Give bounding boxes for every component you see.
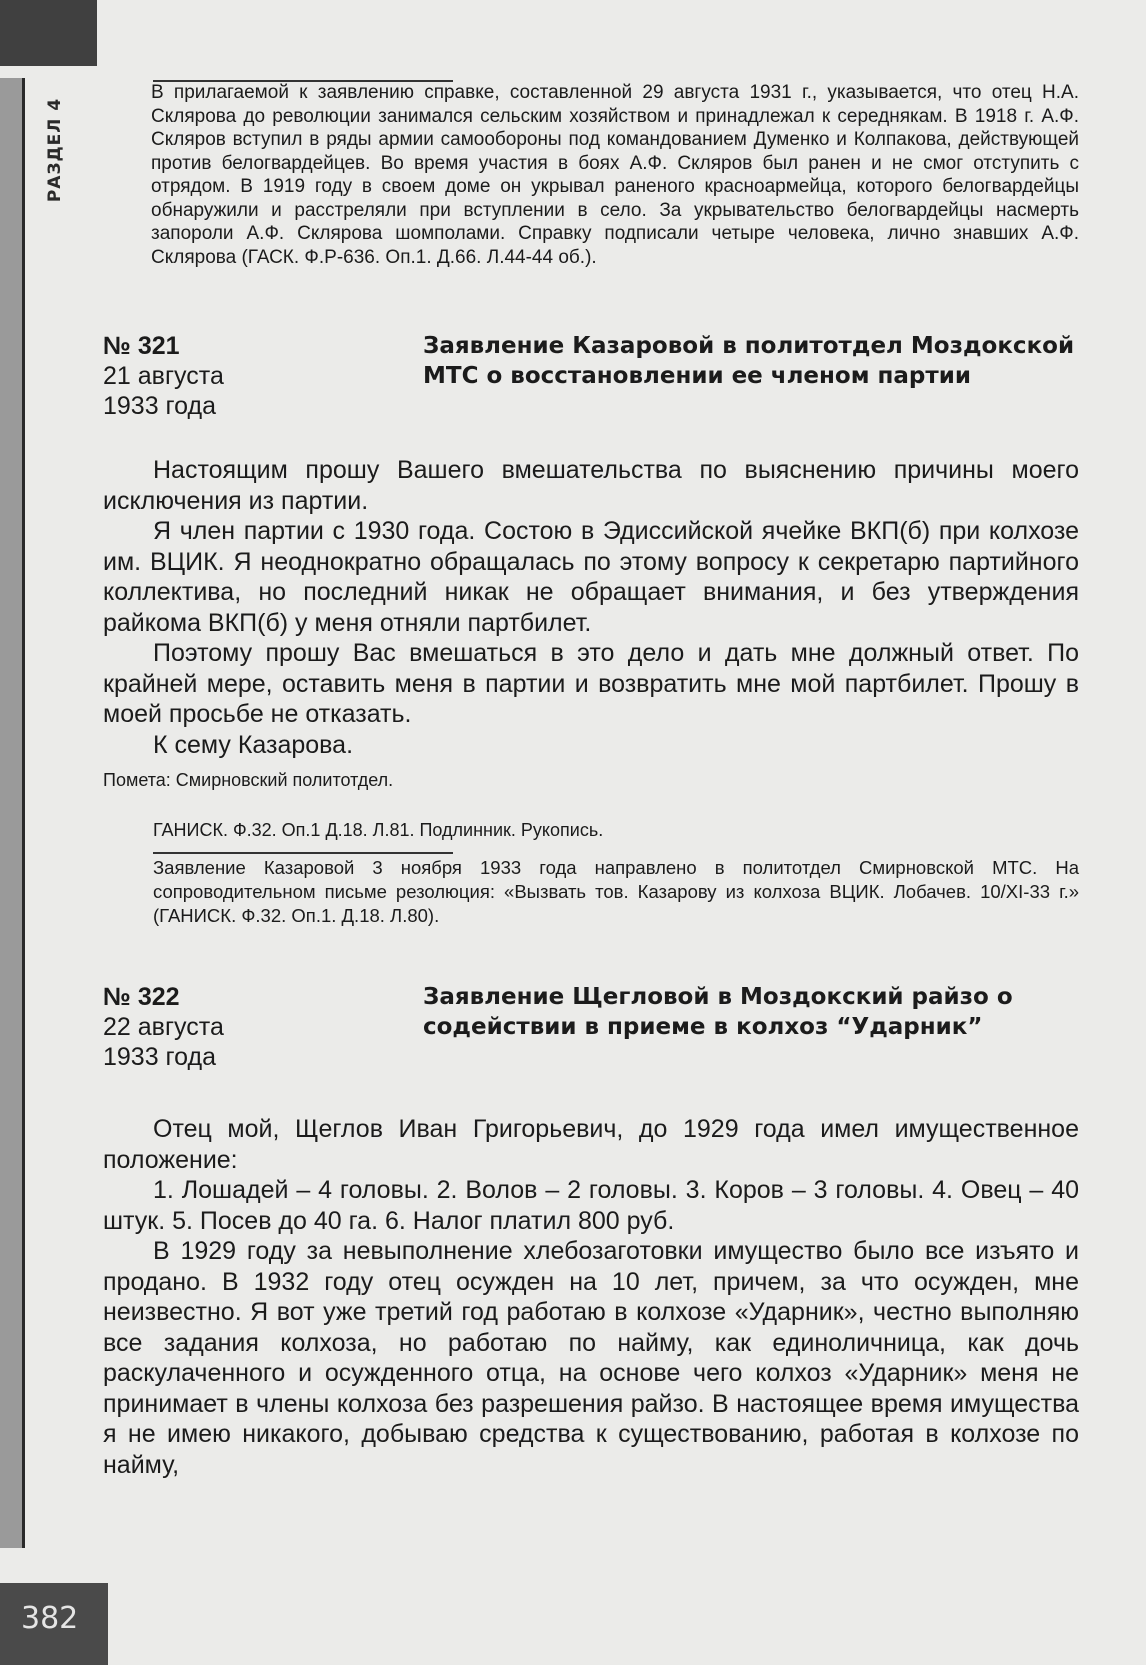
page-number: 382	[21, 1601, 79, 1636]
doc-321-title: Заявление Казаровой в политотдел Моздокской МТС о восстановлении ее членом партии	[423, 333, 1075, 389]
doc-322-title: Заявление Щегловой в Моздокский райзо о содействии в приеме в колхоз “Ударник”	[423, 984, 1013, 1040]
doc-322-date-day: 22 августа	[103, 1013, 224, 1041]
doc-322-paragraph: 1. Лошадей – 4 головы. 2. Волов – 2 головы. 3. Коров – 3 головы. 4. Овец – 40 штук. 5. Посев до 40 га. 6. Налог платил 800 руб.	[103, 1176, 1079, 1235]
doc-321-number: № 321	[103, 332, 180, 360]
doc-321-date-day: 21 августа	[103, 362, 224, 390]
doc-322-meta	[103, 982, 423, 1072]
doc-321-paragraph: К сему Казарова.	[153, 730, 354, 759]
doc-321-note: Заявление Казаровой 3 ноября 1933 года направлено в политотдел Смирновской МТС. На сопроводительном письме резолюция: «Вызвать тов. Казарову из колхоза ВЦИК. Лобачев. 10/XI-33 г.» (ГАНИСК. Ф.32. Оп.1. Д.18. Л.80).	[153, 857, 1079, 926]
section-label-text: РАЗДЕЛ 4	[45, 97, 66, 203]
section-label	[38, 80, 72, 220]
doc-321-header	[103, 331, 1079, 421]
doc-322-body	[103, 1114, 1079, 1480]
doc-322-header	[103, 982, 1079, 1072]
doc-321-remark: Помета: Смирновский политотдел.	[103, 770, 394, 790]
side-band	[0, 78, 22, 1548]
doc-321-paragraph: Настоящим прошу Вашего вмешательства по выяснению причины моего исключения из партии.	[103, 456, 1079, 515]
doc-322-number: № 322	[103, 983, 180, 1011]
doc-321-meta	[103, 331, 423, 421]
doc-321-date-year: 1933 года	[103, 392, 216, 420]
doc-322-date-year: 1933 года	[103, 1043, 216, 1071]
doc-322-paragraph: Отец мой, Щеглов Иван Григорьевич, до 1929 года имел имущественное положение:	[103, 1115, 1079, 1174]
footnote-rule	[153, 80, 453, 82]
page-content	[103, 78, 1079, 1480]
doc-321-paragraph: Поэтому прошу Вас вмешаться в это дело и дать мне должный ответ. По крайней мере, оставить меня в партии и возвратить мне мой партбилет. Прошу в моей просьбе не отказать.	[103, 639, 1079, 728]
archival-note-1: В прилагаемой к заявлению справке, составленной 29 августа 1931 г., указывается, что отец Н.А. Склярова до революции занимался сельским хозяйством и принадлежал к середнякам. В 1918 г. А.Ф. Скляров вступил в ряды армии самообороны под командованием Думенко и Колпакова, действующей против белогвардейцев. Во время участия в боях А.Ф. Скляров был ранен и не смог отступить с отрядом. В 1919 году в своем доме он укрывал раненого красноармейца, которого белогвардейцы обнаружили и расстреляли при вступлении в село. За укрывательство белогвардейцы насмерть запороли А.Ф. Склярова шомполами. Справку подписали четыре человека, лично знавших А.Ф. Склярова (ГАСК. Ф.Р-636. Оп.1. Д.66. Л.44-44 об.).	[151, 82, 1079, 268]
side-rule	[22, 78, 25, 1548]
doc-321-body	[103, 455, 1079, 760]
doc-322-paragraph: В 1929 году за невыполнение хлебозаготовки имущество было все изъято и продано. В 1932 году отец осужден на 10 лет, причем, за что осужден, мне неизвестно. Я вот уже третий год работаю в колхозе «Ударник», честно выполняю все задания колхоза, но работаю по найму, как единоличница, как дочь раскулаченного и осужденного отца, на основе чего колхоз «Ударник» меня не принимает в члены колхоза без разрешения райзо. В настоящее время имущества я не имею никакого, добываю средства к существованию, работая в колхозе по найму,	[103, 1237, 1079, 1479]
doc-321-archive-reference: ГАНИСК. Ф.32. Оп.1 Д.18. Л.81. Подлинник. Рукопись.	[153, 820, 604, 840]
doc-321-paragraph: Я член партии с 1930 года. Состою в Эдиссийской ячейке ВКП(б) при колхозе им. ВЦИК. Я неоднократно обращалась по этому вопросу к секретарю партийного коллектива, но последний никак не обращает внимания, и без утверждения райкома ВКП(б) у меня отняли партбилет.	[103, 517, 1079, 637]
corner-block	[0, 0, 97, 66]
